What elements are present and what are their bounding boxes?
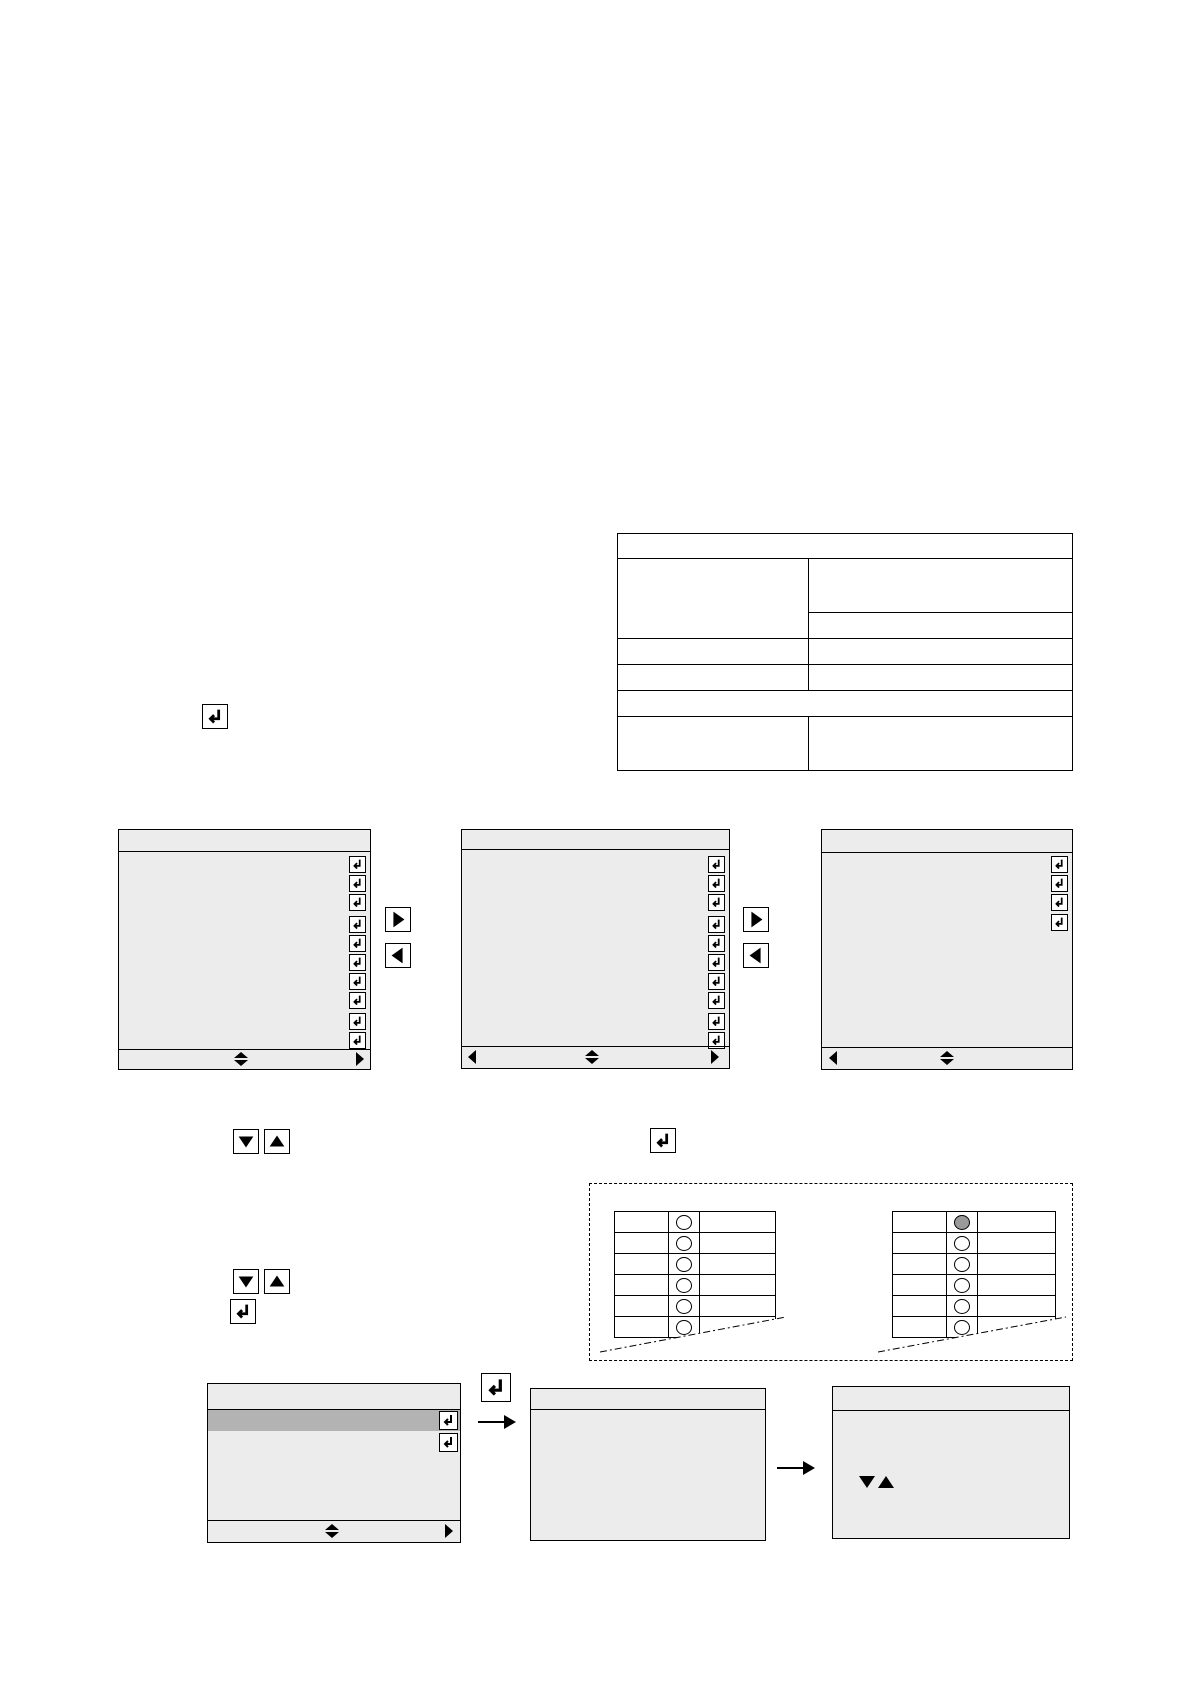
- right-key-icon[interactable]: [743, 907, 769, 932]
- selected-radio-icon[interactable]: [954, 1215, 970, 1230]
- down-arrow-icon: [859, 1475, 875, 1489]
- enter-key-icon[interactable]: [349, 954, 366, 971]
- enter-key-icon[interactable]: [708, 875, 725, 892]
- enter-key-icon[interactable]: [708, 1013, 725, 1030]
- enter-key-icon[interactable]: [481, 1373, 511, 1402]
- spec-table-cell: [618, 639, 809, 665]
- spec-table-section-cell: [618, 691, 1073, 717]
- up-key-icon[interactable]: [264, 1269, 290, 1294]
- menu-screen-3: [821, 829, 1073, 1070]
- enter-key-icon[interactable]: [1051, 856, 1068, 873]
- menu-screen-edit: [832, 1386, 1070, 1539]
- spec-table-header-cell: [618, 534, 1073, 559]
- updown-icon: [584, 1049, 600, 1065]
- screen-footer: [119, 1049, 370, 1069]
- left-arrow-icon: [468, 1050, 476, 1064]
- enter-key-icon[interactable]: [349, 856, 366, 873]
- enter-key-icon[interactable]: [708, 954, 725, 971]
- enter-key-icon[interactable]: [439, 1433, 458, 1452]
- right-key-icon[interactable]: [385, 907, 411, 932]
- enter-key-icon[interactable]: [708, 856, 725, 873]
- enter-key-icon[interactable]: [349, 973, 366, 990]
- down-key-icon[interactable]: [233, 1269, 259, 1294]
- highlighted-menu-row[interactable]: [208, 1410, 460, 1431]
- enter-key-icon[interactable]: [708, 973, 725, 990]
- enter-key-icon[interactable]: [349, 894, 366, 911]
- up-key-icon[interactable]: [264, 1129, 290, 1154]
- spec-table-cell: [809, 665, 1073, 691]
- spec-table: [617, 533, 1073, 771]
- spec-table-cell: [809, 717, 1073, 771]
- screen-title-bar: [531, 1389, 765, 1410]
- flow-arrow-icon: [777, 1459, 817, 1477]
- table-cutoff-mask: [600, 1312, 790, 1357]
- menu-screen-1: [118, 829, 371, 1070]
- enter-key-icon[interactable]: [1051, 914, 1068, 931]
- spec-table-cell: [618, 665, 809, 691]
- enter-key-icon[interactable]: [349, 916, 366, 933]
- screen-title-bar: [833, 1387, 1069, 1411]
- spec-table-cell: [809, 639, 1073, 665]
- enter-key-icon: [202, 704, 228, 729]
- table-cutoff-mask: [878, 1312, 1070, 1357]
- enter-key-icon[interactable]: [1051, 875, 1068, 892]
- radio-icon[interactable]: [676, 1278, 692, 1293]
- right-arrow-icon: [711, 1050, 719, 1064]
- spec-table-cell: [618, 717, 809, 771]
- enter-key-icon[interactable]: [349, 875, 366, 892]
- spec-table-cell: [809, 559, 1073, 613]
- updown-icon: [233, 1051, 249, 1067]
- enter-key-icon[interactable]: [708, 894, 725, 911]
- left-arrow-icon: [829, 1051, 837, 1065]
- left-key-icon[interactable]: [385, 943, 411, 968]
- enter-key-icon[interactable]: [439, 1411, 458, 1430]
- radio-icon[interactable]: [676, 1215, 692, 1230]
- radio-icon[interactable]: [954, 1257, 970, 1272]
- enter-key-icon[interactable]: [349, 935, 366, 952]
- updown-icon: [939, 1050, 955, 1066]
- right-arrow-icon: [356, 1052, 364, 1066]
- screen-footer: [822, 1047, 1072, 1069]
- screen-footer: [462, 1046, 729, 1068]
- menu-screen-detail: [530, 1388, 766, 1541]
- right-arrow-icon: [445, 1524, 453, 1538]
- enter-key-icon[interactable]: [349, 1032, 366, 1049]
- menu-screen-select: [207, 1383, 461, 1543]
- flow-arrow-icon: [478, 1413, 518, 1431]
- enter-key-icon[interactable]: [349, 992, 366, 1009]
- updown-icon: [324, 1523, 340, 1539]
- down-key-icon[interactable]: [233, 1129, 259, 1154]
- up-arrow-icon: [878, 1475, 894, 1489]
- enter-key-icon[interactable]: [708, 992, 725, 1009]
- screen-title-bar: [208, 1384, 460, 1410]
- screen-title-bar: [462, 830, 729, 850]
- enter-key-icon[interactable]: [1051, 894, 1068, 911]
- screen-title-bar: [119, 830, 370, 852]
- radio-icon[interactable]: [954, 1236, 970, 1251]
- spec-table-cell: [618, 559, 809, 639]
- enter-key-icon[interactable]: [230, 1299, 256, 1324]
- screen-title-bar: [822, 830, 1072, 853]
- enter-key-icon[interactable]: [349, 1013, 366, 1030]
- spec-table-cell: [809, 613, 1073, 639]
- enter-key-icon[interactable]: [708, 935, 725, 952]
- enter-key-icon[interactable]: [650, 1128, 676, 1153]
- left-key-icon[interactable]: [743, 943, 769, 968]
- screen-footer: [208, 1520, 460, 1542]
- enter-key-icon[interactable]: [708, 916, 725, 933]
- radio-icon[interactable]: [676, 1257, 692, 1272]
- menu-screen-2: [461, 829, 730, 1069]
- radio-icon[interactable]: [676, 1236, 692, 1251]
- radio-icon[interactable]: [954, 1278, 970, 1293]
